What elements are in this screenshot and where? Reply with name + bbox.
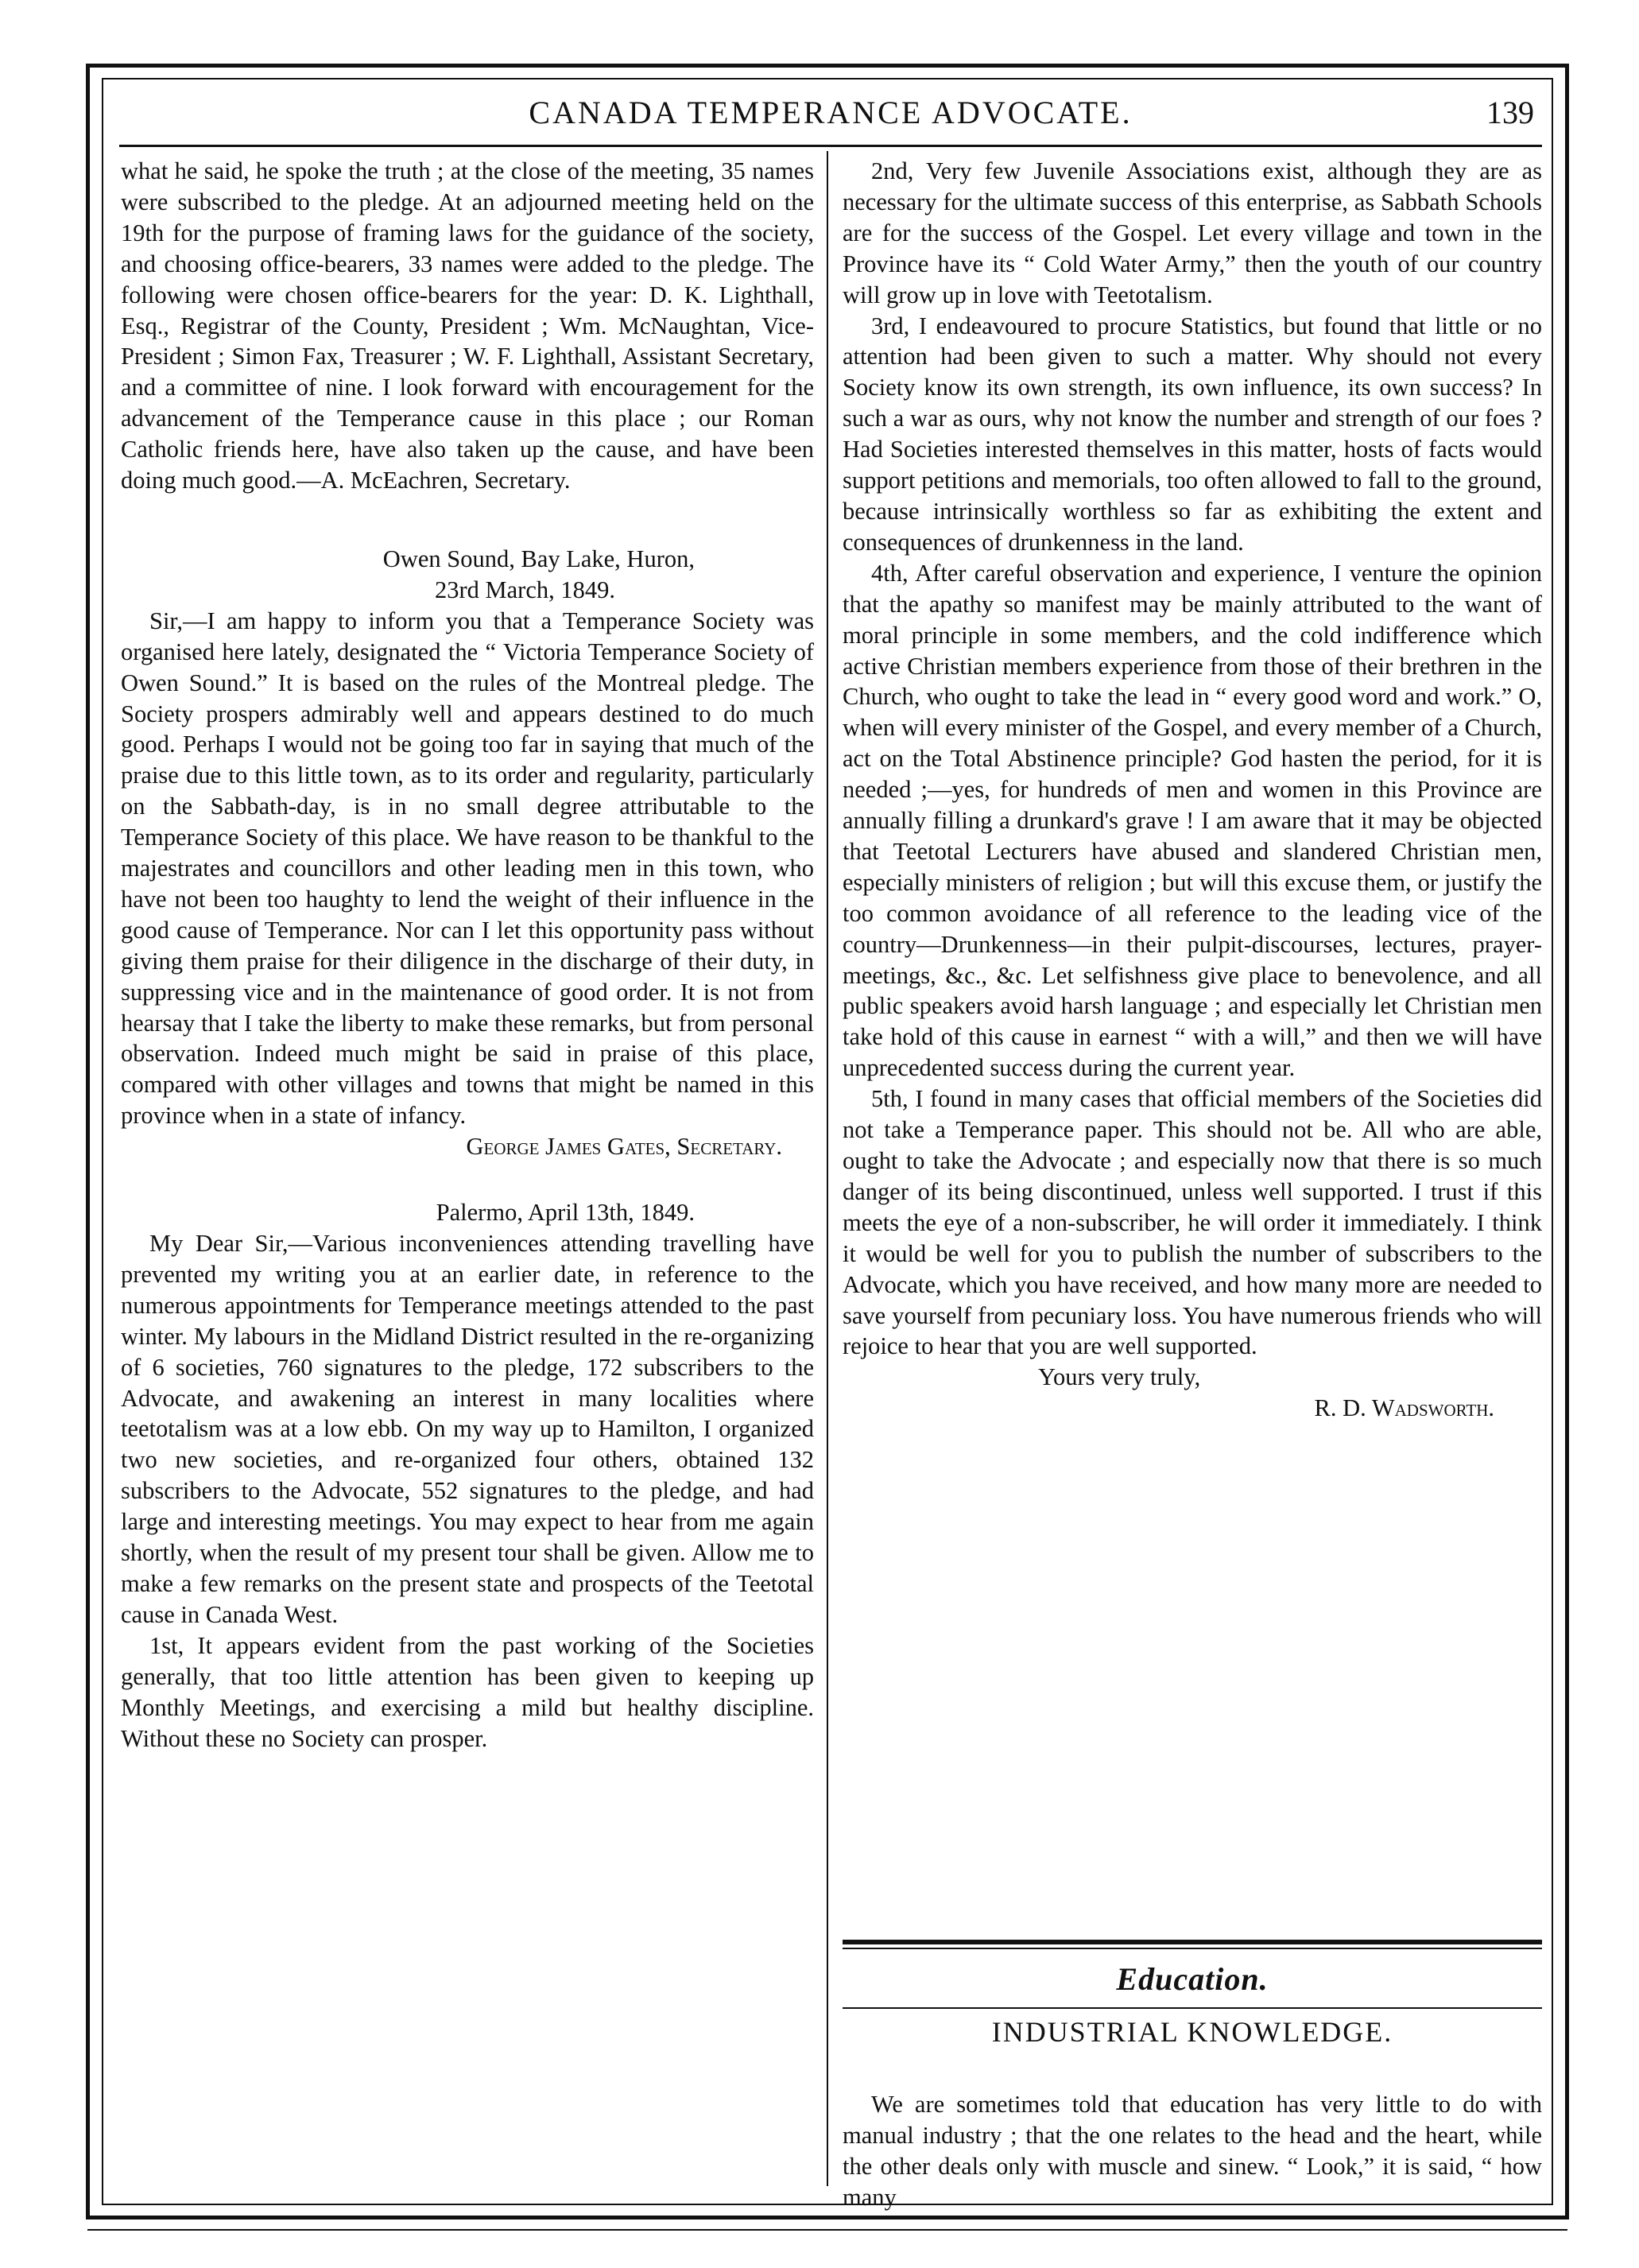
page-number: 139 (1486, 95, 1534, 130)
letter2-paragraph: Sir,—I am happy to inform you that a Temperance Society was organised here lately, designated the “ Victoria Temperance Society of Owen Sound.” It is based on the rules of the Montreal pledge. The Society prospers admirably well and appears destined to do much good. Perhaps I would not be going too far in saying that much of the praise due to this little town, as to its order and regularity, particularly on the Sabbath-day, is in no small degree attributable to the Temperance Society of this place. We have reason to be thankful to the majestrates and councillors and other leading men in this town, who have not been too haughty to lend the weight of their influence in the good cause of Temperance. Nor can I let this opportunity pass without giving them praise for their diligence in the discharge of their duty, in suppressing vice and in the maintenance of good order. It is not from hearsay that I take the liberty to make these remarks, but from personal observation. Indeed much might be said in praise of this place, compared with other villages and towns that might be named in this province when in a state of infancy. (121, 607, 814, 1130)
section-rule-thick (843, 1940, 1542, 1944)
letter3-point-4: 4th, After careful observation and experience, I venture the opinion that the apathy so manifest may be mainly attributed to the want of moral principle in some members, and the cold indifference which active Christian members experience from those of their brethren in the Church, who ought to take the lead in “ every good word and work.” O, when will every minister of the Gospel, and every member of a Church, act on the Total Abstinence principle? God hasten the period, for it is needed ;—yes, for hundreds of men and women in this Province are annually filling a drunkard's grave ! I am aware that it may be objected that Teetotal Lecturers have abused and slandered Christian men, especially ministers of religion ; but will this excuse them, or justify the too common avoidance of all reference to the leading vice of the country—Drunkenness—in their pulpit-discourses, lectures, prayer-meetings, &c., &c. Let selfishness give place to benevolence, and all public speakers avoid harsh language ; and especially let Christian men take hold of this cause in earnest “ with a will,” and then we will have unprecedented success during the current year. (843, 559, 1542, 1082)
left-column (121, 156, 814, 1754)
section-heading: Education. (1116, 1961, 1269, 1997)
page-bottom-rule (87, 2229, 1567, 2231)
letter3-point-1: 1st, It appears evident from the past working of the Societies generally, that too little attention has been given to keeping up Monthly Meetings, and exercising a mild but healthy discipline. Without these no Society can prosper. (121, 1631, 814, 1752)
article-body (843, 2089, 1542, 2213)
letter3-closing: Yours very truly, (1038, 1363, 1201, 1391)
letter2-date: 23rd March, 1849. (434, 576, 615, 603)
letter3-point-2: 2nd, Very few Juvenile Associations exist, although they are as necessary for the ultimate success of this enterprise, as Sabbath Schools are for the success of the Gospel. Let every village and town in the Province have its “ Cold Water Army,” then the youth of our country will grow up in love with Teetotalism. (843, 157, 1542, 308)
section-rule-thin (843, 1948, 1542, 1949)
education-section-header (843, 1940, 1542, 2052)
publication-title: CANADA TEMPERANCE ADVOCATE. (529, 95, 1133, 130)
letter3-signature: R. D. Wadsworth. (1314, 1394, 1494, 1422)
letter3-dateline: Palermo, April 13th, 1849. (436, 1199, 695, 1227)
section-rule-below (843, 2007, 1542, 2009)
article-paragraph: We are sometimes told that education has very little to do with manual industry ; that the one relates to the head and the heart, while the other deals only with muscle and sinew. “ Look,” it is said, “ how many (843, 2091, 1542, 2211)
header-rule (119, 145, 1542, 147)
letter3-paragraph: My Dear Sir,—Various inconveniences attending travelling have prevented my writing you at an earlier date, in reference to the numerous appointments for Temperance meetings attended to the past winter. My labours in the Midland District resulted in the re-organizing of 6 societies, 760 signatures to the pledge, 172 subscribers to the Advocate, and awakening an interest in many localities where teetotalism was at a low ebb. On my way up to Hamilton, I organized two new societies, and re-organized four others, obtained 132 subscribers to the Advocate, 552 signatures to the pledge, and had large and interesting meetings. You may expect to hear from me again shortly, when the result of my present tour shall be given. Allow me to make a few remarks on the present state and prospects of the Teetotal cause in Canada West. (121, 1230, 814, 1628)
article-title: INDUSTRIAL KNOWLEDGE. (991, 2016, 1393, 2048)
letter3-point-5: 5th, I found in many cases that official members of the Societies did not take a Temperance paper. This should not be. All who are able, ought to take the Advocate ; and especially now that there is so much danger of its being discontinued, unless well supported. I trust if this meets the eye of a non-subscriber, he will order it immediately. I think it would be well for you to publish the number of subscribers to the Advocate, which you have received, and how many more are needed to save yourself from pecuniary loss. You have numerous friends who will rejoice to hear that you are well supported. (843, 1085, 1542, 1360)
letter2-signature: George James Gates, Secretary. (466, 1133, 782, 1161)
column-divider (827, 151, 828, 2186)
right-column (843, 156, 1542, 1424)
running-header (119, 89, 1542, 140)
letter1-paragraph: what he said, he spoke the truth ; at the close of the meeting, 35 names were subscribed to the pledge. At an adjourned meeting held on the 19th for the purpose of framing laws for the guidance of the society, and choosing office-bearers, 33 names were added to the pledge. The following were chosen office-bearers for the year: D. K. Lighthall, Esq., Registrar of the County, President ; Wm. McNaughtan, Vice-President ; Simon Fax, Treasurer ; W. F. Lighthall, Assistant Secretary, and a committee of nine. I look forward with encouragement for the advancement of the Temperance cause in this place ; our Roman Catholic friends here, have also taken up the cause, and have been doing much good.—A. McEachren, Secretary. (121, 157, 814, 494)
letter3-point-3: 3rd, I endeavoured to procure Statistics, but found that little or no attention had been given to such a matter. Why should not every Society know its own strength, its own influence, its own success? In such a war as ours, why not know the number and strength of our foes ? Had Societies interested themselves in this matter, hosts of facts would support petitions and memorials, too often allowed to fall to the ground, because intrinsically worthless so far as exhibiting the extent and consequences of drunkenness in the land. (843, 312, 1542, 556)
letter2-place: Owen Sound, Bay Lake, Huron, (382, 545, 695, 572)
